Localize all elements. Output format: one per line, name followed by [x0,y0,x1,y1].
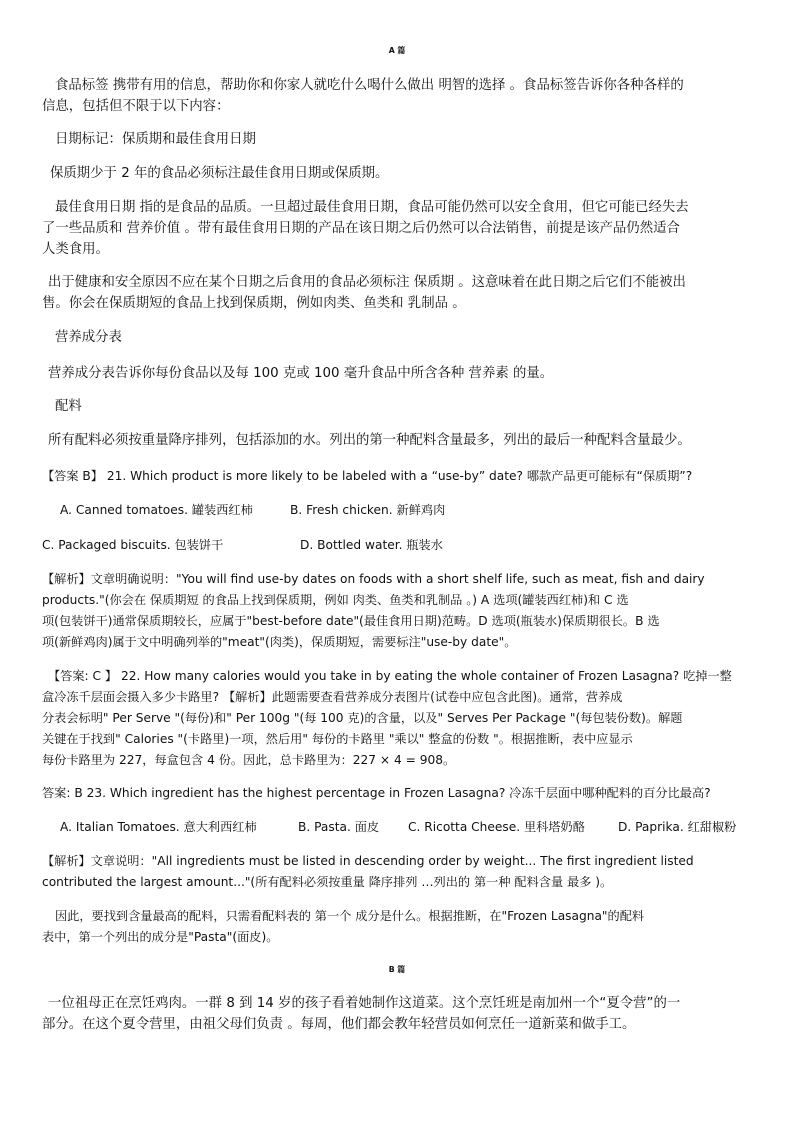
question-21-option-c: C. Packaged biscuits. 包装饼干 [42,538,224,552]
heading-ingredients: 配料 [55,399,82,414]
question-23-option-d: D. Paprika. 红甜椒粉 [618,820,737,834]
question-21-explanation-line-1: 【解析】文章明确说明："You will find use-by dates on foods with a short shelf life, such as meat, fish and dairy [42,572,705,586]
paragraph-b-line-2: 部分。在这个夏令营里，由祖父母们负责 。每周，他们都会教年轻营员如何烹任一道新菜和做手工。 [42,1017,636,1032]
question-21-option-b: B. Fresh chicken. 新鲜鸡肉 [290,503,446,517]
question-21-explanation-line-4: 项(新鲜鸡肉)属于文中明确列举的"meat"(肉类)，保质期短，需要标注"use-by date"。 [42,635,517,649]
question-23-conclusion-line-1: 因此，要找到含量最高的配料，只需看配料表的 第一个 成分是什么。根据推断，在"Frozen Lasagna"的配料 [55,909,645,923]
question-23-option-b: B. Pasta. 面皮 [298,820,380,834]
paragraph-intro-line-1: 食品标签 携带有用的信息，帮助你和你家人就吃什么喝什么做出 明智的选择 。食品标签告诉你各种各样的 [55,78,684,93]
section-a-title: A 篇 [388,46,406,55]
question-21-option-d: D. Bottled water. 瓶装水 [300,538,443,552]
paragraph-use-by-line-1: 出于健康和安全原因不应在某个日期之后食用的食品必须标注 保质期 。这意味着在此日期之后它们不能被出 [48,275,686,290]
paragraph-ingredients: 所有配料必须按重量降序排列，包括添加的水。列出的第一种配料含量最多，列出的最后一种配料含量最少。 [48,433,691,448]
paragraph-shelf-life: 保质期少于 2 年的食品必须标注最佳食用日期或保质期。 [50,166,389,181]
paragraph-best-before-line-1: 最佳食用日期 指的是食品的品质。一旦超过最佳食用日期，食品可能仍然可以安全食用，但它可能已经失去 [55,200,689,215]
question-22-line-1: 【答案: C 】 22. How many calories would you take in by eating the whole container of Frozen Lasagna? 吃掉一整 [48,669,732,683]
question-21-option-a: A. Canned tomatoes. 罐装西红柿 [60,503,253,517]
paragraph-nutrition: 营养成分表告诉你每份食品以及每 100 克或 100 毫升食品中所含各种 营养素 的量。 [48,366,554,381]
paragraph-intro-line-2: 信息，包括但不限于以下内容： [42,99,230,114]
question-21-explanation-line-2: products."(你会在 保质期短 的食品上找到保质期，例如 肉类、鱼类和乳制品 。) A 选项(罐装西红柿)和 C 选 [42,593,629,607]
question-23: 答案: B 23. Which ingredient has the highest percentage in Frozen Lasagna? 冷冻千层面中哪种配料的百分比最高? [42,786,711,800]
question-21-explanation-line-3: 项(包装饼干)通常保质期较长，应属于"best-before date"(最佳食用日期)范畴。D 选项(瓶装水)保质期很长。B 选 [42,614,660,628]
question-22-line-4: 关键在于找到" Calories "(卡路里)一项，然后用" 每份的卡路里 "乘以" 整盒的份数 "。根据推断，表中应显示 [42,732,633,746]
section-b-title: B 篇 [388,965,406,974]
heading-nutrition: 营养成分表 [55,330,122,345]
question-23-conclusion-line-2: 表中，第一个列出的成分是"Pasta"(面皮)。 [42,930,279,944]
question-22-line-5: 每份卡路里为 227，每盒包含 4 份。因此，总卡路里为：227 × 4 = 908。 [42,753,456,767]
paragraph-best-before-line-3: 人类食用。 [42,242,109,257]
question-22-line-3: 分表会标明" Per Serve "(每份)和" Per 100g "(每 100 克)的含量，以及" Serves Per Package "(每包装份数)。解题 [42,711,683,725]
paragraph-use-by-line-2: 售。你会在保质期短的食品上找到保质期，例如肉类、鱼类和 乳制品 。 [42,296,466,311]
paragraph-b-line-1: 一位祖母正在烹饪鸡肉。一群 8 到 14 岁的孩子看着她制作这道菜。这个烹饪班是南加州一个“夏令营”的一 [48,996,681,1011]
question-23-option-a: A. Italian Tomatoes. 意大利西红柿 [60,820,257,834]
question-22-line-2: 盒冷冻千层面会摄入多少卡路里? 【解析】此题需要查看营养成分表图片(试卷中应包含此图)。通常，营养成 [42,690,623,704]
paragraph-best-before-line-2: 了一些品质和 营养价值 。带有最佳食用日期的产品在该日期之后仍然可以合法销售，前提是该产品仍然适合 [42,221,680,236]
question-23-option-c: C. Ricotta Cheese. 里科塔奶酪 [408,820,585,834]
question-21: 【答案 B】 21. Which product is more likely to be labeled with a “use-by” date? 哪款产品更可能标有“保质期”? [42,469,693,483]
question-23-explanation-line-2: contributed the largest amount..."(所有配料必须按重量 降序排列 …列出的 第一种 配料含量 最多 )。 [42,875,613,889]
heading-date-marking: 日期标记：保质期和最佳食用日期 [55,132,256,147]
question-23-explanation-line-1: 【解析】文章说明："All ingredients must be listed in descending order by weight... The first ingredient listed [42,854,694,868]
